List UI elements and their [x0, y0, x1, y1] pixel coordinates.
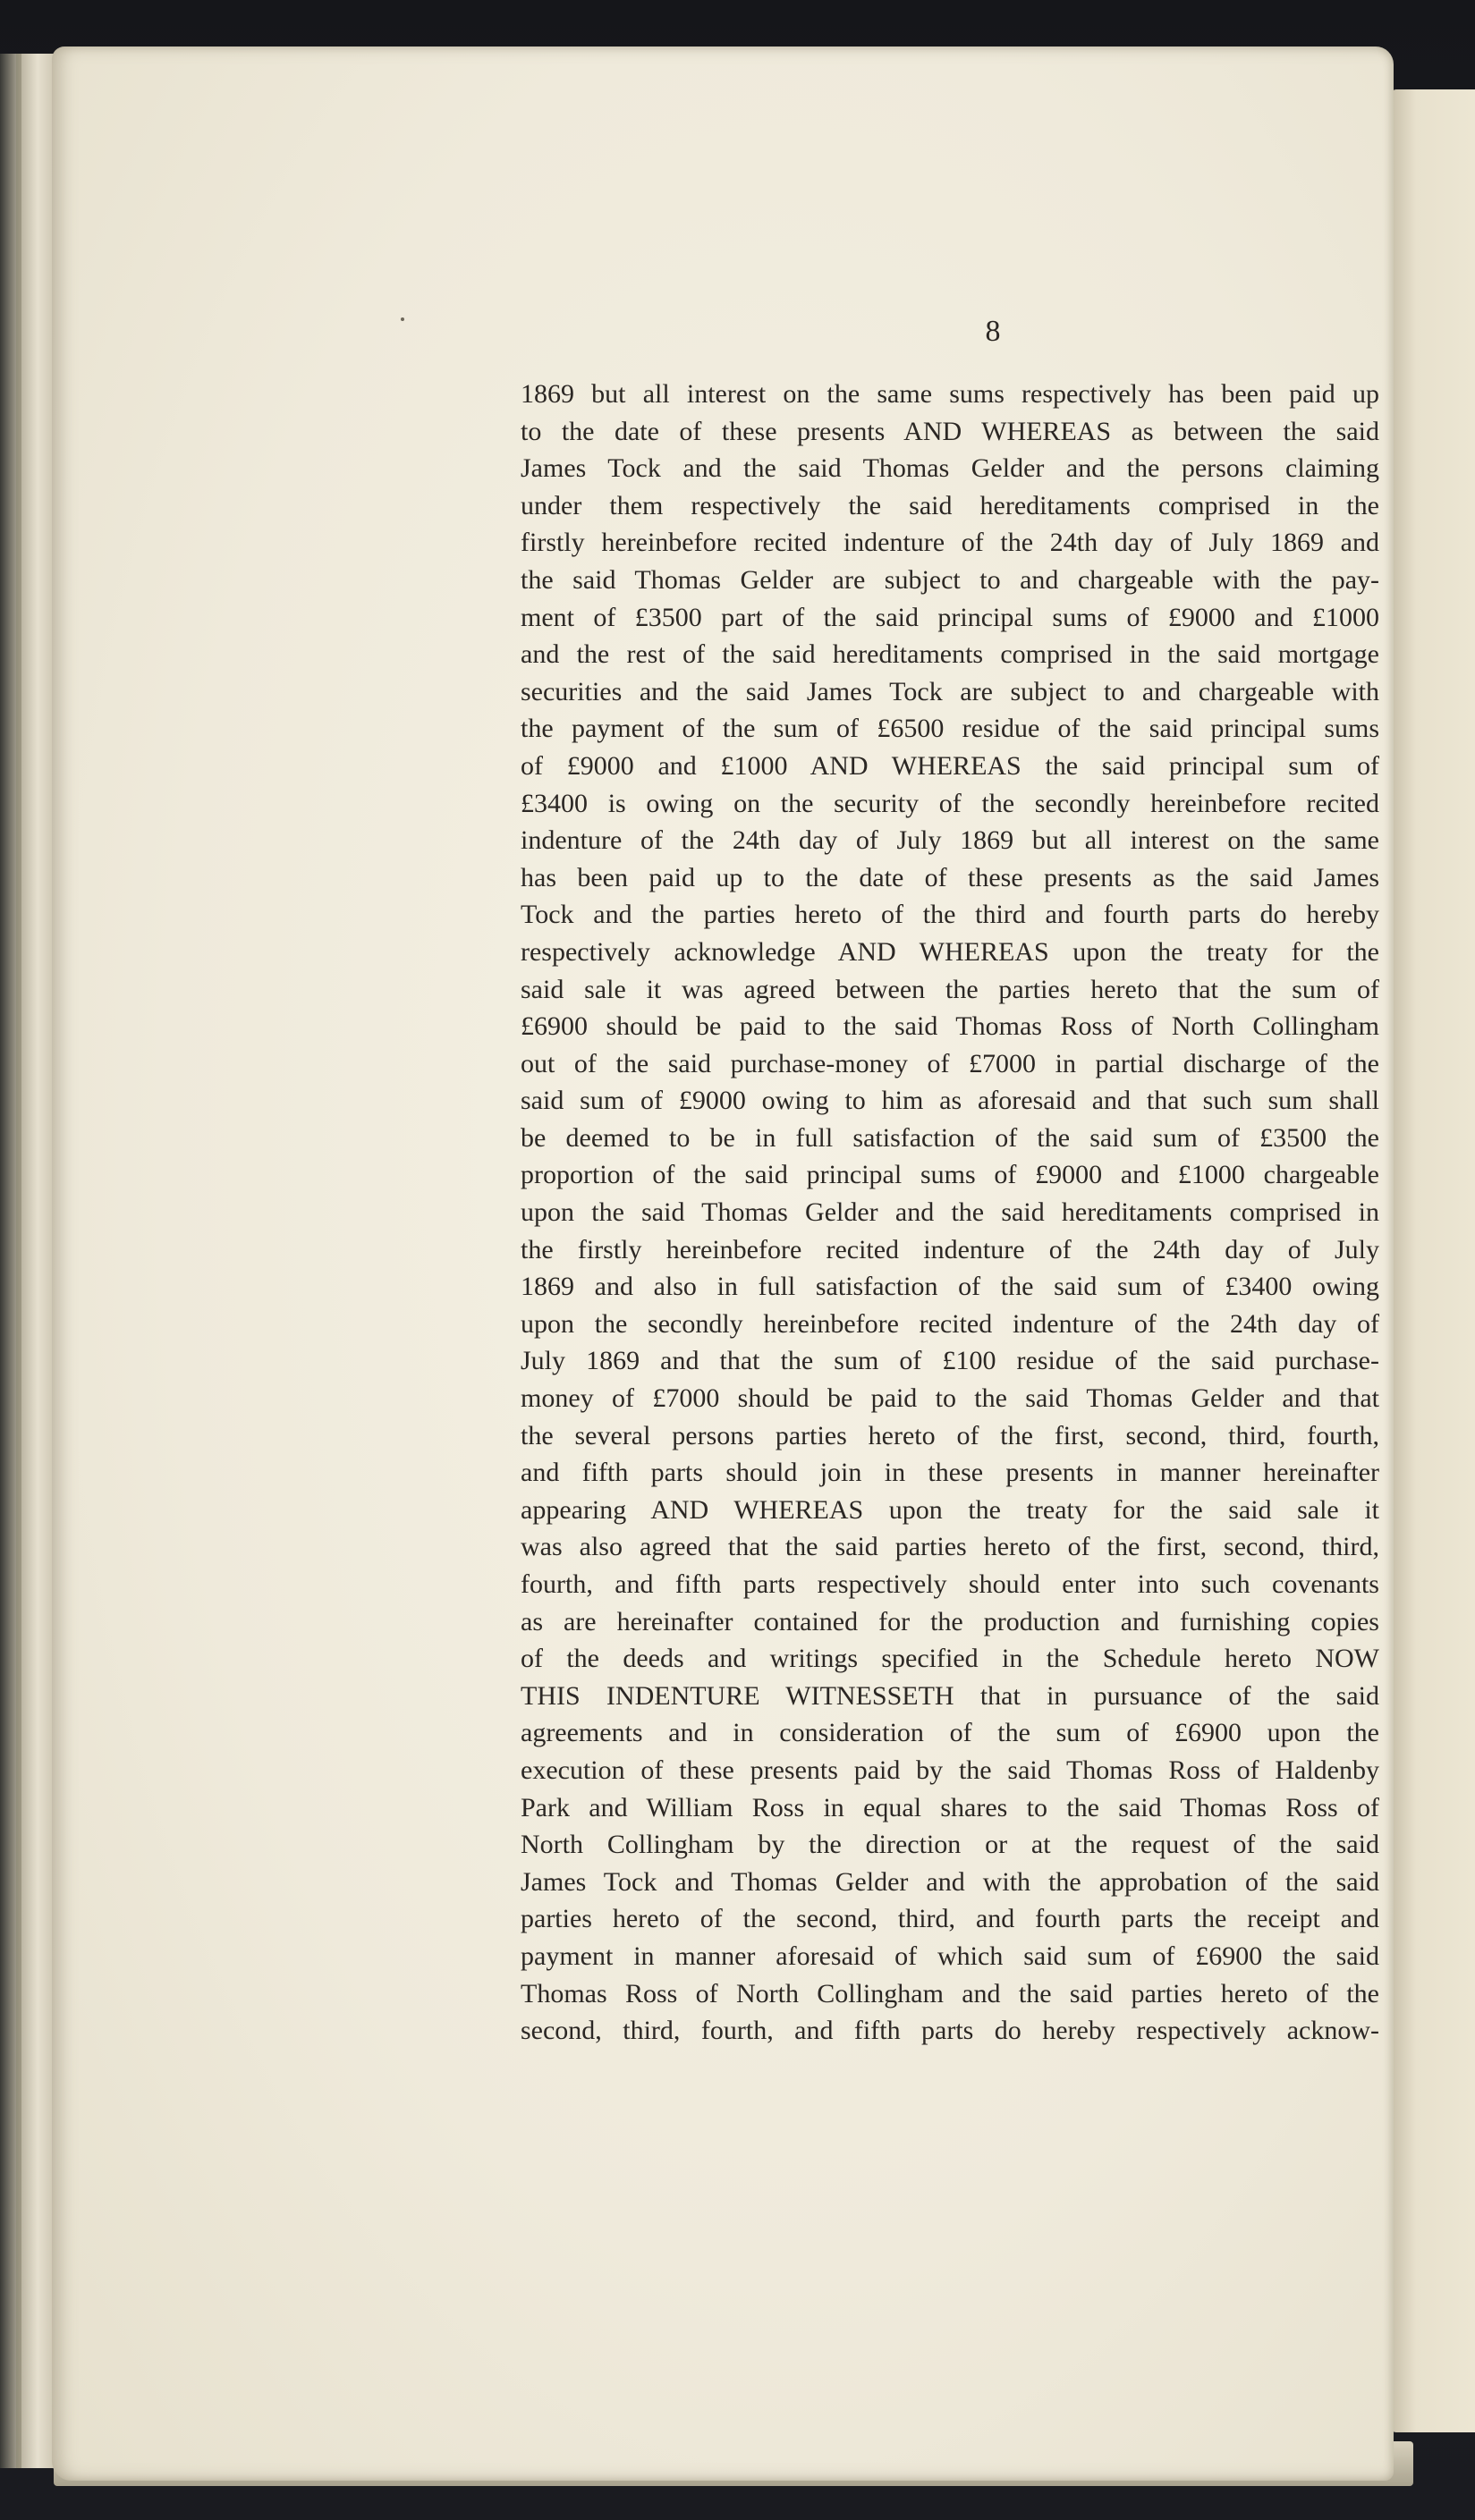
- book-spine-line: [16, 54, 21, 2468]
- text-line: £6900 should be paid to the said Thomas Ross of North Collingham: [521, 1011, 1379, 1042]
- text-line: and the rest of the said hereditaments comprised in the said mortgage: [521, 639, 1379, 670]
- book-left-edge: [0, 54, 54, 2468]
- adjacent-page-edge: [1391, 89, 1475, 2432]
- text-line: Tock and the parties hereto of the third and fourth parts do hereby: [521, 900, 1379, 930]
- text-line: was also agreed that the said parties hereto of the first, second, third,: [521, 1532, 1379, 1562]
- text-line: fourth, and fifth parts respectively should enter into such covenants: [521, 1569, 1379, 1599]
- text-line: out of the said purchase-money of £7000 in partial discharge of the: [521, 1048, 1379, 1078]
- text-line: upon the said Thomas Gelder and the said hereditaments comprised in: [521, 1197, 1379, 1228]
- text-line: the firstly hereinbefore recited indenture of the 24th day of July: [521, 1234, 1379, 1264]
- page-number: 8: [985, 315, 1001, 348]
- text-line: firstly hereinbefore recited indenture of the 24th day of July 1869 and: [521, 528, 1379, 558]
- text-line: securities and the said James Tock are subject to and chargeable with: [521, 676, 1379, 706]
- text-line: 1869 but all interest on the same sums respectively has been paid up: [521, 379, 1379, 409]
- text-line: payment in manner aforesaid of which said sum of £6900 the said: [521, 1941, 1379, 1971]
- text-line: James Tock and Thomas Gelder and with the approbation of the said: [521, 1866, 1379, 1897]
- text-line: agreements and in consideration of the sum of £6900 upon the: [521, 1718, 1379, 1748]
- text-line: of £9000 and £1000 AND WHEREAS the said principal sum of: [521, 750, 1379, 781]
- text-line: the payment of the sum of £6500 residue of the said principal sums: [521, 714, 1379, 744]
- text-line: has been paid up to the date of these presents as the said James: [521, 862, 1379, 892]
- ink-spot: [401, 317, 404, 321]
- body-text: [521, 376, 1379, 2050]
- text-line: North Collingham by the direction or at the request of the said: [521, 1830, 1379, 1860]
- text-line: indenture of the 24th day of July 1869 but all interest on the same: [521, 825, 1379, 856]
- text-line: the several persons parties hereto of the first, second, third, fourth,: [521, 1420, 1379, 1450]
- text-line: appearing AND WHEREAS upon the treaty for the said sale it: [521, 1494, 1379, 1525]
- text-line: second, third, fourth, and fifth parts do hereby respectively acknow-: [521, 2016, 1379, 2046]
- text-line: Thomas Ross of North Collingham and the said parties hereto of the: [521, 1978, 1379, 2008]
- text-line: James Tock and the said Thomas Gelder and the persons claiming: [521, 453, 1379, 484]
- text-line: to the date of these presents AND WHEREAS as between the said: [521, 416, 1379, 446]
- text-line: respectively acknowledge AND WHEREAS upon the treaty for the: [521, 936, 1379, 967]
- text-line: July 1869 and that the sum of £100 residue of the said purchase-: [521, 1346, 1379, 1376]
- text-line: of the deeds and writings specified in the Schedule hereto NOW: [521, 1644, 1379, 1674]
- text-line: upon the secondly hereinbefore recited indenture of the 24th day of: [521, 1308, 1379, 1339]
- text-line: money of £7000 should be paid to the said Thomas Gelder and that: [521, 1383, 1379, 1414]
- text-line: and fifth parts should join in these presents in manner hereinafter: [521, 1458, 1379, 1488]
- text-line: 1869 and also in full satisfaction of the said sum of £3400 owing: [521, 1272, 1379, 1302]
- text-line: under them respectively the said hereditaments comprised in the: [521, 490, 1379, 520]
- text-line: as are hereinafter contained for the production and furnishing copies: [521, 1606, 1379, 1636]
- text-line: ment of £3500 part of the said principal sums of £9000 and £1000: [521, 602, 1379, 632]
- text-line: execution of these presents paid by the said Thomas Ross of Haldenby: [521, 1755, 1379, 1785]
- text-line: parties hereto of the second, third, and fourth parts the receipt and: [521, 1904, 1379, 1934]
- text-line: Park and William Ross in equal shares to the said Thomas Ross of: [521, 1792, 1379, 1822]
- text-line: said sale it was agreed between the parties hereto that the sum of: [521, 974, 1379, 1004]
- text-line: be deemed to be in full satisfaction of the said sum of £3500 the: [521, 1122, 1379, 1153]
- text-line: the said Thomas Gelder are subject to and chargeable with the pay-: [521, 564, 1379, 595]
- text-line: £3400 is owing on the security of the secondly hereinbefore recited: [521, 788, 1379, 818]
- text-line: proportion of the said principal sums of £9000 and £1000 chargeable: [521, 1160, 1379, 1190]
- text-line: said sum of £9000 owing to him as aforesaid and that such sum shall: [521, 1086, 1379, 1116]
- text-line: THIS INDENTURE WITNESSETH that in pursuance of the said: [521, 1680, 1379, 1711]
